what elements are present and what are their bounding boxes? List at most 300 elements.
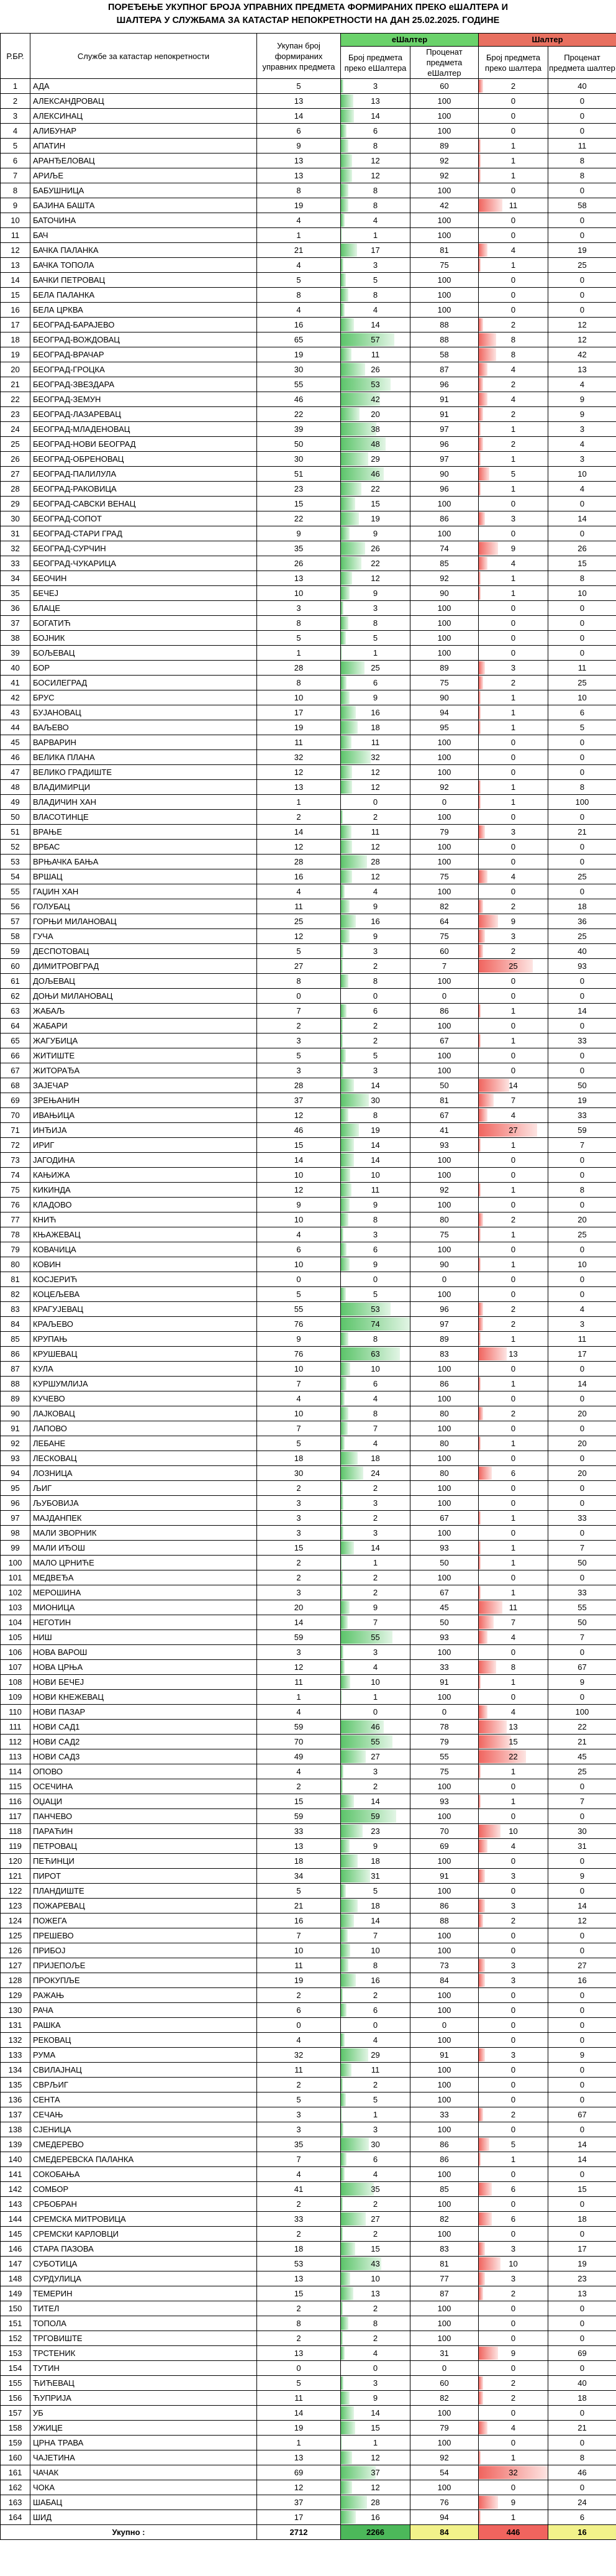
- e-count-bar: [341, 1452, 358, 1465]
- s-count-bar: [479, 721, 481, 734]
- s-count: [479, 1869, 548, 1884]
- e-count-value: 31: [371, 1871, 380, 1881]
- total-count: 11: [257, 1675, 341, 1690]
- s-pct: 11: [548, 1332, 616, 1347]
- office-name: ГОЛУБАЦ: [30, 899, 257, 914]
- total-count: 8: [257, 288, 341, 303]
- e-count: [341, 273, 410, 288]
- s-count-bar: [479, 1869, 485, 1882]
- row-num: 93: [1, 1451, 30, 1466]
- e-pct: 92: [410, 154, 479, 168]
- e-count-bar: [341, 169, 352, 182]
- e-count-value: 8: [373, 1334, 378, 1344]
- s-count-value: 1: [510, 797, 516, 807]
- e-pct: 75: [410, 929, 479, 944]
- e-count-value: 3: [373, 260, 378, 270]
- s-count-bar: [479, 945, 483, 958]
- table-row: [1, 1854, 616, 1869]
- e-pct: 100: [410, 288, 479, 303]
- total-count: 4: [257, 1764, 341, 1779]
- s-pct: 0: [548, 1884, 616, 1899]
- total-count: 34: [257, 1869, 341, 1884]
- s-pct: 46: [548, 2465, 616, 2480]
- s-count-value: 1: [510, 2513, 516, 2522]
- s-pct: 14: [548, 1004, 616, 1019]
- e-count-value: 12: [371, 2453, 380, 2462]
- table-row: [1, 347, 616, 362]
- table-row: [1, 2436, 616, 2450]
- e-count-value: 3: [373, 1230, 378, 1239]
- office-name: ЛАЈКОВАЦ: [30, 1406, 257, 1421]
- s-pct: 4: [548, 437, 616, 452]
- s-count-value: 1: [510, 1006, 516, 1015]
- row-num: 70: [1, 1108, 30, 1123]
- s-count-bar: [479, 348, 496, 361]
- row-num: 77: [1, 1212, 30, 1227]
- row-num: 101: [1, 1570, 30, 1585]
- e-pct: 80: [410, 1466, 479, 1481]
- header-num: Р.БР.: [1, 34, 30, 79]
- row-num: 81: [1, 1272, 30, 1287]
- row-num: 45: [1, 735, 30, 750]
- table-row: [1, 497, 616, 511]
- total-count: 10: [257, 1168, 341, 1183]
- office-name: МАЈДАНПЕК: [30, 1511, 257, 1526]
- row-num: 111: [1, 1720, 30, 1735]
- e-pct: 100: [410, 124, 479, 139]
- row-num: 108: [1, 1675, 30, 1690]
- s-pct: 0: [548, 1421, 616, 1436]
- e-count-value: 2: [373, 1513, 378, 1523]
- office-name: ПЕЋИНЦИ: [30, 1854, 257, 1869]
- office-name: ПОЖЕГА: [30, 1914, 257, 1928]
- s-pct: 7: [548, 1794, 616, 1809]
- e-pct: 100: [410, 213, 479, 228]
- row-num: 91: [1, 1421, 30, 1436]
- s-count-value: 0: [510, 1200, 516, 1209]
- total-count: 30: [257, 362, 341, 377]
- e-count: [341, 2227, 410, 2242]
- office-name: ДОЊИ МИЛАНОВАЦ: [30, 989, 257, 1004]
- table-row: [1, 139, 616, 154]
- s-count-value: 4: [510, 1707, 516, 1717]
- e-pct: 86: [410, 2137, 479, 2152]
- e-count: [341, 2033, 410, 2048]
- s-count-value: 4: [510, 872, 516, 881]
- s-pct: 50: [548, 1556, 616, 1570]
- s-pct: 9: [548, 2048, 616, 2063]
- office-name: ВРБАС: [30, 840, 257, 855]
- office-name: ГОРЊИ МИЛАНОВАЦ: [30, 914, 257, 929]
- total-count: 10: [257, 1362, 341, 1377]
- e-count-bar: [341, 154, 352, 167]
- s-count-bar: [479, 795, 481, 809]
- e-count: [341, 1705, 410, 1720]
- s-count-value: 3: [510, 2050, 516, 2060]
- s-count-value: 2: [510, 380, 516, 389]
- table-row: [1, 1436, 616, 1451]
- e-count-value: 2: [373, 1036, 378, 1045]
- office-name: РАЧА: [30, 2003, 257, 2018]
- e-count-bar: [341, 1362, 350, 1375]
- s-count-value: 13: [509, 1722, 518, 1731]
- s-pct: 0: [548, 1988, 616, 2003]
- s-pct: 25: [548, 1227, 616, 1242]
- e-pct: 100: [410, 735, 479, 750]
- s-count-bar: [479, 572, 481, 585]
- e-pct: 82: [410, 2212, 479, 2227]
- office-name: КРУШЕВАЦ: [30, 1347, 257, 1362]
- table-row: [1, 154, 616, 168]
- s-count-value: 4: [510, 395, 516, 404]
- e-pct: 100: [410, 497, 479, 511]
- e-pct: 100: [410, 1287, 479, 1302]
- office-name: АРАНЂЕЛОВАЦ: [30, 154, 257, 168]
- s-pct: 0: [548, 1496, 616, 1511]
- total-count: 13: [257, 154, 341, 168]
- s-count-value: 0: [510, 2125, 516, 2134]
- s-pct: 31: [548, 1839, 616, 1854]
- total-count: 23: [257, 482, 341, 497]
- total-count: 55: [257, 1302, 341, 1317]
- e-count: [341, 154, 410, 168]
- row-num: 161: [1, 2465, 30, 2480]
- s-count: [479, 1227, 548, 1242]
- s-count-value: 0: [510, 2020, 516, 2030]
- table-row: [1, 750, 616, 765]
- e-count: [341, 2107, 410, 2122]
- s-pct: 7: [548, 1630, 616, 1645]
- office-name: АЛЕКСАНДРОВАЦ: [30, 94, 257, 109]
- e-count: [341, 869, 410, 884]
- e-pct: 100: [410, 2197, 479, 2212]
- s-count: [479, 1899, 548, 1914]
- s-pct: 30: [548, 1824, 616, 1839]
- e-pct: 86: [410, 1899, 479, 1914]
- e-count-bar: [341, 1795, 354, 1808]
- s-count-value: 2: [510, 320, 516, 329]
- s-count: [479, 1526, 548, 1541]
- e-pct: 92: [410, 168, 479, 183]
- row-num: 156: [1, 2391, 30, 2406]
- s-count: [479, 288, 548, 303]
- s-count-value: 2: [510, 81, 516, 91]
- office-name: ЖИТИШТЕ: [30, 1048, 257, 1063]
- s-count: [479, 944, 548, 959]
- s-count-bar: [479, 259, 481, 272]
- s-count: [479, 1257, 548, 1272]
- table-row: [1, 2465, 616, 2480]
- total-count: 10: [257, 1212, 341, 1227]
- e-count-bar: [341, 1825, 363, 1838]
- e-count-bar: [341, 840, 352, 853]
- office-name: ЖАГУБИЦА: [30, 1034, 257, 1048]
- office-name: СРБОБРАН: [30, 2197, 257, 2212]
- s-count: [479, 705, 548, 720]
- s-count: [479, 1317, 548, 1332]
- e-pct: 86: [410, 1004, 479, 1019]
- table-row: [1, 1720, 616, 1735]
- table-row: [1, 571, 616, 586]
- s-count-value: 5: [510, 2140, 516, 2149]
- e-count-value: 28: [371, 857, 380, 866]
- table-row: [1, 392, 616, 407]
- s-pct: 0: [548, 1645, 616, 1660]
- total-count: 16: [257, 318, 341, 332]
- office-name: БЕОЧИН: [30, 571, 257, 586]
- total-count: 28: [257, 1078, 341, 1093]
- s-count-bar: [479, 452, 481, 465]
- s-count: [479, 1496, 548, 1511]
- row-num: 134: [1, 2063, 30, 2078]
- row-num: 147: [1, 2257, 30, 2271]
- e-count-value: 1: [373, 2438, 378, 2447]
- s-count-bar: [479, 1034, 481, 1047]
- s-count-bar: [479, 2347, 498, 2360]
- e-pct: 88: [410, 332, 479, 347]
- e-count-bar: [341, 631, 346, 644]
- s-count: [479, 1406, 548, 1421]
- row-num: 5: [1, 139, 30, 154]
- e-pct: 100: [410, 2227, 479, 2242]
- s-pct: 55: [548, 1600, 616, 1615]
- e-count: [341, 1973, 410, 1988]
- office-name: БУЈАНОВАЦ: [30, 705, 257, 720]
- s-count-value: 0: [510, 1692, 516, 1702]
- e-count-value: 23: [371, 1827, 380, 1836]
- office-name: УЖИЦЕ: [30, 2421, 257, 2436]
- e-count: [341, 1809, 410, 1824]
- office-name: ОСЕЧИНА: [30, 1779, 257, 1794]
- s-count: [479, 1914, 548, 1928]
- s-count-bar: [479, 1109, 487, 1122]
- s-pct: 0: [548, 2197, 616, 2212]
- table-row: [1, 1347, 616, 1362]
- table-row: [1, 1541, 616, 1556]
- table-row: [1, 1287, 616, 1302]
- s-count-bar: [479, 244, 487, 257]
- e-pct: 84: [410, 1973, 479, 1988]
- total-count: 0: [257, 2361, 341, 2376]
- row-num: 88: [1, 1377, 30, 1391]
- e-count-bar: [341, 2347, 345, 2360]
- e-count-value: 2: [373, 2334, 378, 2343]
- e-pct: 97: [410, 422, 479, 437]
- s-count-value: 0: [510, 618, 516, 628]
- e-count-bar: [341, 572, 352, 585]
- office-name: КРАЉЕВО: [30, 1317, 257, 1332]
- s-count: [479, 2137, 548, 2152]
- office-name: ГУЧА: [30, 929, 257, 944]
- s-count: [479, 467, 548, 482]
- s-count-value: 4: [510, 559, 516, 568]
- s-count: [479, 1168, 548, 1183]
- e-count-value: 59: [371, 1812, 380, 1821]
- table-row: [1, 795, 616, 810]
- e-count-bar: [341, 259, 343, 272]
- e-count: [341, 855, 410, 869]
- s-count-value: 1: [510, 708, 516, 717]
- s-count: [479, 2346, 548, 2361]
- s-count-bar: [479, 363, 487, 376]
- office-name: БЕОГРАД-МЛАДЕНОВАЦ: [30, 422, 257, 437]
- e-pct: 80: [410, 1436, 479, 1451]
- s-pct: 8: [548, 571, 616, 586]
- s-count: [479, 2436, 548, 2450]
- s-pct: 0: [548, 601, 616, 616]
- table-row: [1, 407, 616, 422]
- e-count-value: 20: [371, 410, 380, 419]
- office-name: БАБУШНИЦА: [30, 183, 257, 198]
- e-count-value: 8: [373, 618, 378, 628]
- s-pct: 4: [548, 1302, 616, 1317]
- e-count: [341, 139, 410, 154]
- s-count: [479, 1705, 548, 1720]
- e-pct: 97: [410, 1317, 479, 1332]
- s-count: [479, 2063, 548, 2078]
- office-name: КУЧЕВО: [30, 1391, 257, 1406]
- total-e-count: 2266: [341, 2525, 410, 2540]
- row-num: 97: [1, 1511, 30, 1526]
- table-row: [1, 198, 616, 213]
- total-count: 14: [257, 109, 341, 124]
- office-name: ЦРНА ТРАВА: [30, 2436, 257, 2450]
- e-count-value: 46: [371, 469, 380, 479]
- e-count: [341, 1272, 410, 1287]
- e-count-value: 74: [371, 1319, 380, 1329]
- e-pct: 45: [410, 1600, 479, 1615]
- e-count-value: 11: [371, 1185, 380, 1194]
- s-count: [479, 974, 548, 989]
- s-count-value: 0: [510, 1454, 516, 1463]
- s-count-bar: [479, 691, 481, 704]
- office-name: БОЉЕВАЦ: [30, 646, 257, 661]
- total-count: 4: [257, 258, 341, 273]
- e-pct: 0: [410, 989, 479, 1004]
- e-count: [341, 1287, 410, 1302]
- e-count-value: 6: [373, 2155, 378, 2164]
- e-count-bar: [341, 527, 350, 540]
- office-name: НЕГОТИН: [30, 1615, 257, 1630]
- e-count-bar: [341, 1840, 350, 1853]
- e-count: [341, 1138, 410, 1153]
- table-row: [1, 1585, 616, 1600]
- e-pct: 100: [410, 1451, 479, 1466]
- e-pct: 93: [410, 1138, 479, 1153]
- row-num: 144: [1, 2212, 30, 2227]
- s-pct: 0: [548, 2033, 616, 2048]
- table-row: [1, 1138, 616, 1153]
- e-count-bar: [341, 2063, 351, 2076]
- total-count: 10: [257, 1257, 341, 1272]
- s-count: [479, 2227, 548, 2242]
- office-name: ТУТИН: [30, 2361, 257, 2376]
- table-row: [1, 94, 616, 109]
- e-count-value: 6: [373, 1379, 378, 1388]
- s-count-value: 4: [510, 1841, 516, 1851]
- e-count-value: 53: [371, 1304, 380, 1314]
- total-count: 3: [257, 601, 341, 616]
- e-pct: 41: [410, 1123, 479, 1138]
- e-count: [341, 1063, 410, 1078]
- s-count-bar: [479, 676, 483, 689]
- s-count: [479, 2391, 548, 2406]
- row-num: 152: [1, 2331, 30, 2346]
- row-num: 123: [1, 1899, 30, 1914]
- table-row: [1, 1869, 616, 1884]
- s-pct: 15: [548, 556, 616, 571]
- e-count-bar: [341, 1288, 346, 1301]
- total-count: 14: [257, 1615, 341, 1630]
- e-pct: 95: [410, 720, 479, 735]
- s-pct: 25: [548, 929, 616, 944]
- row-num: 149: [1, 2286, 30, 2301]
- s-pct: 40: [548, 944, 616, 959]
- e-count-value: 14: [371, 1543, 380, 1552]
- s-pct: 0: [548, 2406, 616, 2421]
- s-count-bar: [479, 1511, 481, 1524]
- row-num: 31: [1, 526, 30, 541]
- e-pct: 92: [410, 2450, 479, 2465]
- e-count: [341, 2331, 410, 2346]
- e-count: [341, 780, 410, 795]
- e-count: [341, 124, 410, 139]
- s-count: [479, 452, 548, 467]
- e-count: [341, 437, 410, 452]
- s-count-value: 27: [509, 1125, 518, 1135]
- table-row: [1, 556, 616, 571]
- s-pct: 0: [548, 1048, 616, 1063]
- row-num: 150: [1, 2301, 30, 2316]
- s-pct: 0: [548, 2227, 616, 2242]
- s-pct: 13: [548, 2286, 616, 2301]
- s-pct: 0: [548, 124, 616, 139]
- s-count-value: 1: [510, 1543, 516, 1552]
- office-name: НОВИ ПАЗАР: [30, 1705, 257, 1720]
- row-num: 110: [1, 1705, 30, 1720]
- e-count: [341, 1332, 410, 1347]
- s-count-bar: [479, 781, 481, 794]
- s-count-value: 0: [510, 2065, 516, 2074]
- e-pct: 54: [410, 2465, 479, 2480]
- e-count-value: 1: [373, 1692, 378, 1702]
- s-pct: 0: [548, 273, 616, 288]
- s-count-bar: [479, 1004, 481, 1017]
- office-name: КАЊИЖА: [30, 1168, 257, 1183]
- s-count: [479, 139, 548, 154]
- office-name: БОР: [30, 661, 257, 676]
- total-count: 28: [257, 661, 341, 676]
- office-name: УБ: [30, 2406, 257, 2421]
- e-count: [341, 705, 410, 720]
- e-pct: 100: [410, 2063, 479, 2078]
- s-count-value: 0: [510, 1155, 516, 1165]
- e-count: [341, 2048, 410, 2063]
- e-count-bar: [341, 2511, 356, 2524]
- total-count: 19: [257, 1973, 341, 1988]
- s-count-bar: [479, 1899, 485, 1912]
- s-count: [479, 1779, 548, 1794]
- s-count-value: 1: [510, 424, 516, 434]
- s-pct: 21: [548, 825, 616, 840]
- e-count-bar: [341, 2093, 346, 2106]
- e-count-value: 29: [371, 2050, 380, 2060]
- s-pct: 3: [548, 1317, 616, 1332]
- total-count: 19: [257, 198, 341, 213]
- s-count-bar: [479, 542, 498, 555]
- s-pct: 6: [548, 705, 616, 720]
- total-count: 4: [257, 303, 341, 318]
